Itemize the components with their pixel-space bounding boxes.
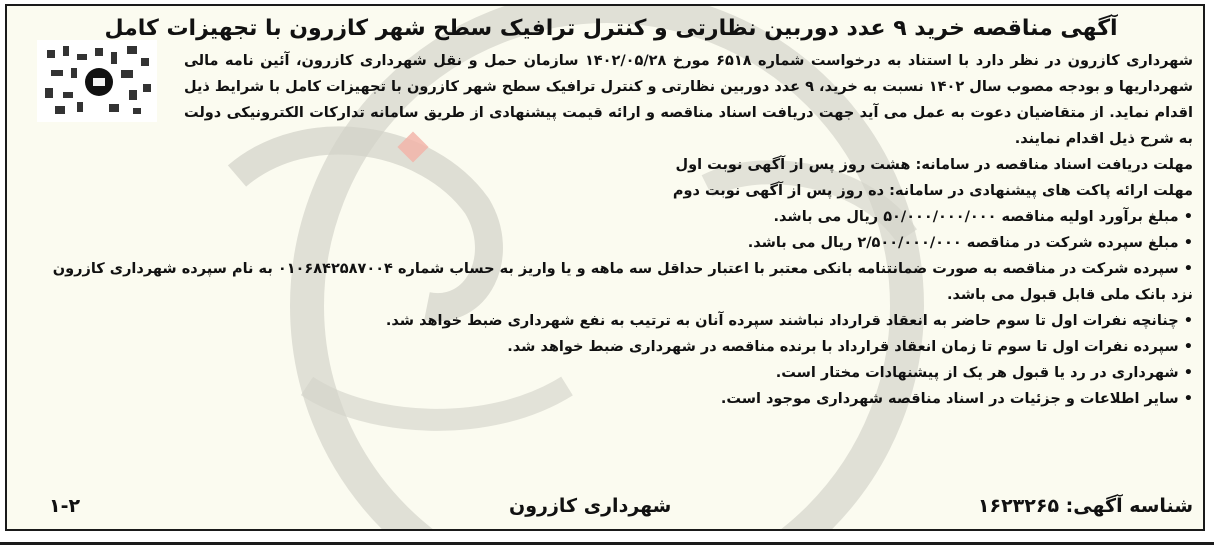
notice-footer <box>29 495 1193 525</box>
notice-content <box>29 6 1193 529</box>
notice-intro: شهرداری کازرون در نظر دارد با استناد به درخواست شماره ۶۵۱۸ مورخ ۱۴۰۲/۰۵/۲۸ سازمان حمل و نقل شهرداری کازرون، آئین نامه مالی شهرداریها و بودجه مصوب سال ۱۴۰۲ نسبت به خرید، ۹ عدد دوربین نظارتی و کنترل ترافیک سطح شهر کازرون با تجهیزات کامل با شرایط ذیل اقدام نماید. از متقاضیان دعوت به عمل می آید جهت دریافت اسناد مناقصه و ارائه قیمت پیشنهادی از طریق سامانه تدارکات الکترونیکی دولت به شرح ذیل اقدام نمایند. <box>184 53 1193 147</box>
deadline-bids: مهلت ارائه پاکت های پیشنهادی در سامانه: ده روز پس از آگهی نوبت دوم <box>672 183 1193 199</box>
page-reference: ۱-۲ <box>49 495 81 517</box>
bottom-divider <box>0 542 1214 545</box>
bullet-more-info: • سایر اطلاعات و جزئیات در اسناد مناقصه شهرداری موجود است. <box>29 386 1193 412</box>
bullet-deposit-method: • سپرده شرکت در مناقصه به صورت ضمانتنامه بانکی معتبر با اعتبار حداقل سه ماهه و یا واریز به حساب شماره ۰۱۰۶۸۴۲۵۸۷۰۰۴ به نام سپرده شهرداری کازرون نزد بانک ملی قابل قبول می باشد. <box>29 256 1193 308</box>
organization-name: شهرداری کازرون <box>509 495 672 517</box>
bullet-rejection-right: • شهرداری در رد یا قبول هر یک از پیشنهادات مختار است. <box>29 360 1193 386</box>
bullet-forfeit-until-contract: • سپرده نفرات اول تا سوم تا زمان انعقاد قرارداد با برنده مناقصه در شهرداری ضبط خواهد شد. <box>29 334 1193 360</box>
bullet-deposit-amount: • مبلغ سپرده شرکت در مناقصه ۲/۵۰۰/۰۰۰/۰۰۰ ریال می باشد. <box>29 230 1193 256</box>
notice-title: آگهی مناقصه خرید ۹ عدد دوربین نظارتی و کنترل ترافیک سطح شهر کازرون با تجهیزات کامل <box>104 16 1118 41</box>
bullet-estimate: • مبلغ برآورد اولیه مناقصه ۵۰/۰۰۰/۰۰۰/۰۰۰ ریال می باشد. <box>29 204 1193 230</box>
ad-id: شناسه آگهی: ۱۶۲۳۲۶۵ <box>977 495 1193 517</box>
deadline-docs: مهلت دریافت اسناد مناقصه در سامانه: هشت روز پس از آگهی نوبت اول <box>675 157 1193 173</box>
bullet-forfeit-refusal: • چنانچه نفرات اول تا سوم حاضر به انعقاد قرارداد نباشند سپرده آنان به ترتیب به نفع شهرداری ضبط خواهد شد. <box>29 308 1193 334</box>
notice-frame <box>5 4 1205 531</box>
